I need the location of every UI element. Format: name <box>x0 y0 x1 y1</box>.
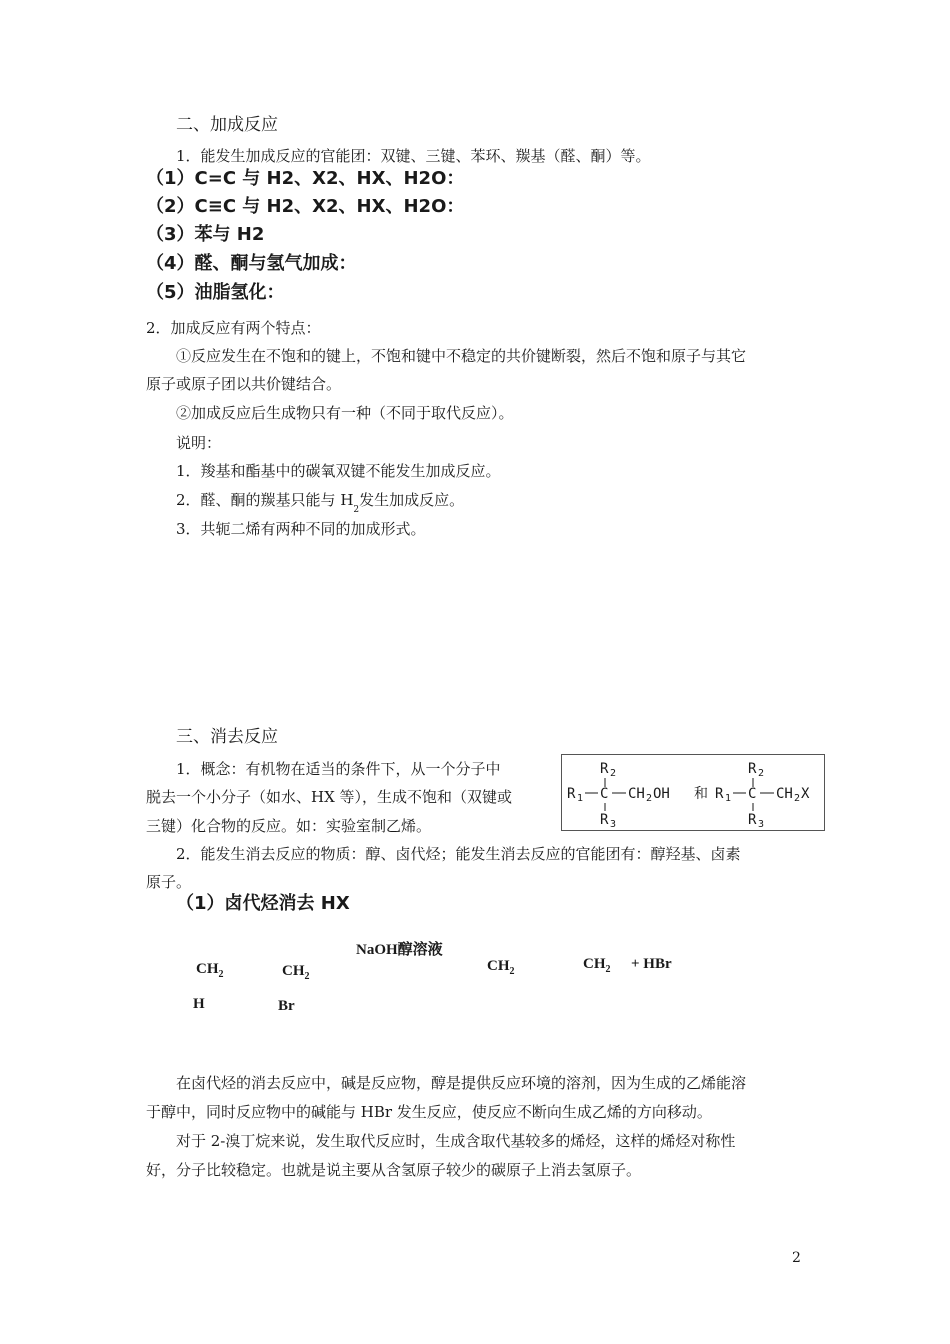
svg-text:3: 3 <box>610 819 617 830</box>
svg-text:和: 和 <box>694 786 708 802</box>
addition-sub-item-3: （3）苯与 H2 <box>146 224 265 245</box>
svg-text:R: R <box>567 786 576 802</box>
paragraph-2-line2: 好，分子比较稳定。也就是说主要从含氢原子较少的碳原子上消去氢原子。 <box>146 1161 642 1179</box>
addition-feature-1-line2: 原子或原子团以共价键结合。 <box>146 375 342 393</box>
svg-text:C: C <box>748 786 757 802</box>
addition-functional-groups: 1．能发生加成反应的官能团：双键、三键、苯环、羰基（醛、酮）等。 <box>176 147 651 165</box>
svg-text:R: R <box>600 812 609 828</box>
product-hbr: + HBr <box>631 956 672 972</box>
elimination-concept-line3: 三键）化合物的反应。如：实验室制乙烯。 <box>146 817 432 835</box>
paragraph-1-line2: 于醇中，同时反应物中的碱能与 HBr 发生反应，使反应不断向生成乙烯的方向移动。 <box>146 1103 712 1121</box>
elimination-concept-line1: 1．概念：有机物在适当的条件下，从一个分子中 <box>176 760 501 778</box>
svg-text:R: R <box>748 761 757 777</box>
section-heading-addition: 二、加成反应 <box>176 115 278 135</box>
addition-features-title: 2．加成反应有两个特点： <box>146 319 321 337</box>
reactant-h: H <box>193 996 205 1012</box>
paragraph-2-line1: 对于 2-溴丁烷来说，发生取代反应时，生成含取代基较多的烯烃，这样的烯烃对称性 <box>176 1132 736 1150</box>
elimination-substances-line1: 2．能发生消去反应的物质：醇、卤代烃；能发生消去反应的官能团有：醇羟基、卤素 <box>176 845 741 863</box>
svg-text:3: 3 <box>758 819 765 830</box>
addition-sub-item-5: （5）油脂氢化： <box>146 282 285 303</box>
svg-text:2: 2 <box>610 768 617 779</box>
structural-formula-diagram <box>562 755 824 830</box>
structural-formula-box <box>561 754 825 831</box>
reactant-br: Br <box>278 998 295 1014</box>
product-ch2-a: $CH_2$ <box>487 958 515 977</box>
addition-feature-2: ②加成反应后生成物只有一种（不同于取代反应）。 <box>176 404 514 422</box>
svg-text:R: R <box>748 812 757 828</box>
addition-sub-item-4: （4）醛、酮与氢气加成： <box>146 253 357 274</box>
svg-text:2: 2 <box>758 768 765 779</box>
paragraph-1-line1: 在卤代烃的消去反应中，碱是反应物，醇是提供反应环境的溶剂，因为生成的乙烯能溶 <box>176 1074 747 1092</box>
note-2: 2．醛、酮的羰基只能与 $H_2$发生加成反应。 <box>176 491 465 515</box>
note-1: 1．羧基和酯基中的碳氧双键不能发生加成反应。 <box>176 462 501 480</box>
elimination-substances-line2: 原子。 <box>146 873 192 891</box>
product-ch2-b: $CH_2$ <box>583 956 611 975</box>
svg-text:X: X <box>801 786 810 802</box>
svg-text:CH: CH <box>776 786 793 802</box>
elimination-sub-item-1: （1）卤代烃消去 HX <box>176 893 350 914</box>
reaction-reagent: NaOH醇溶液 <box>356 942 443 958</box>
addition-feature-1-line1: ①反应发生在不饱和的键上，不饱和键中不稳定的共价键断裂，然后不饱和原子与其它 <box>176 347 747 365</box>
page-number: 2 <box>792 1250 801 1266</box>
svg-text:2: 2 <box>794 793 801 804</box>
svg-text:2: 2 <box>646 793 653 804</box>
svg-text:C: C <box>600 786 609 802</box>
addition-sub-item-2: （2）C≡C 与 H2、X2、HX、H2O： <box>146 196 465 217</box>
reactant-ch2-a: $CH_2$ <box>196 961 224 980</box>
svg-text:R: R <box>600 761 609 777</box>
svg-text:1: 1 <box>725 793 732 804</box>
reactant-ch2-b: $CH_2$ <box>282 963 310 982</box>
svg-text:CH: CH <box>628 786 645 802</box>
note-3: 3．共轭二烯有两种不同的加成形式。 <box>176 520 426 538</box>
svg-text:OH: OH <box>653 786 670 802</box>
addition-sub-item-1: （1）C=C 与 H2、X2、HX、H2O： <box>146 168 465 189</box>
note-title: 说明： <box>176 434 222 452</box>
svg-text:1: 1 <box>577 793 584 804</box>
section-heading-elimination: 三、消去反应 <box>176 727 278 747</box>
svg-text:R: R <box>715 786 724 802</box>
elimination-concept-line2: 脱去一个小分子（如水、HX 等），生成不饱和（双键或 <box>146 788 513 806</box>
